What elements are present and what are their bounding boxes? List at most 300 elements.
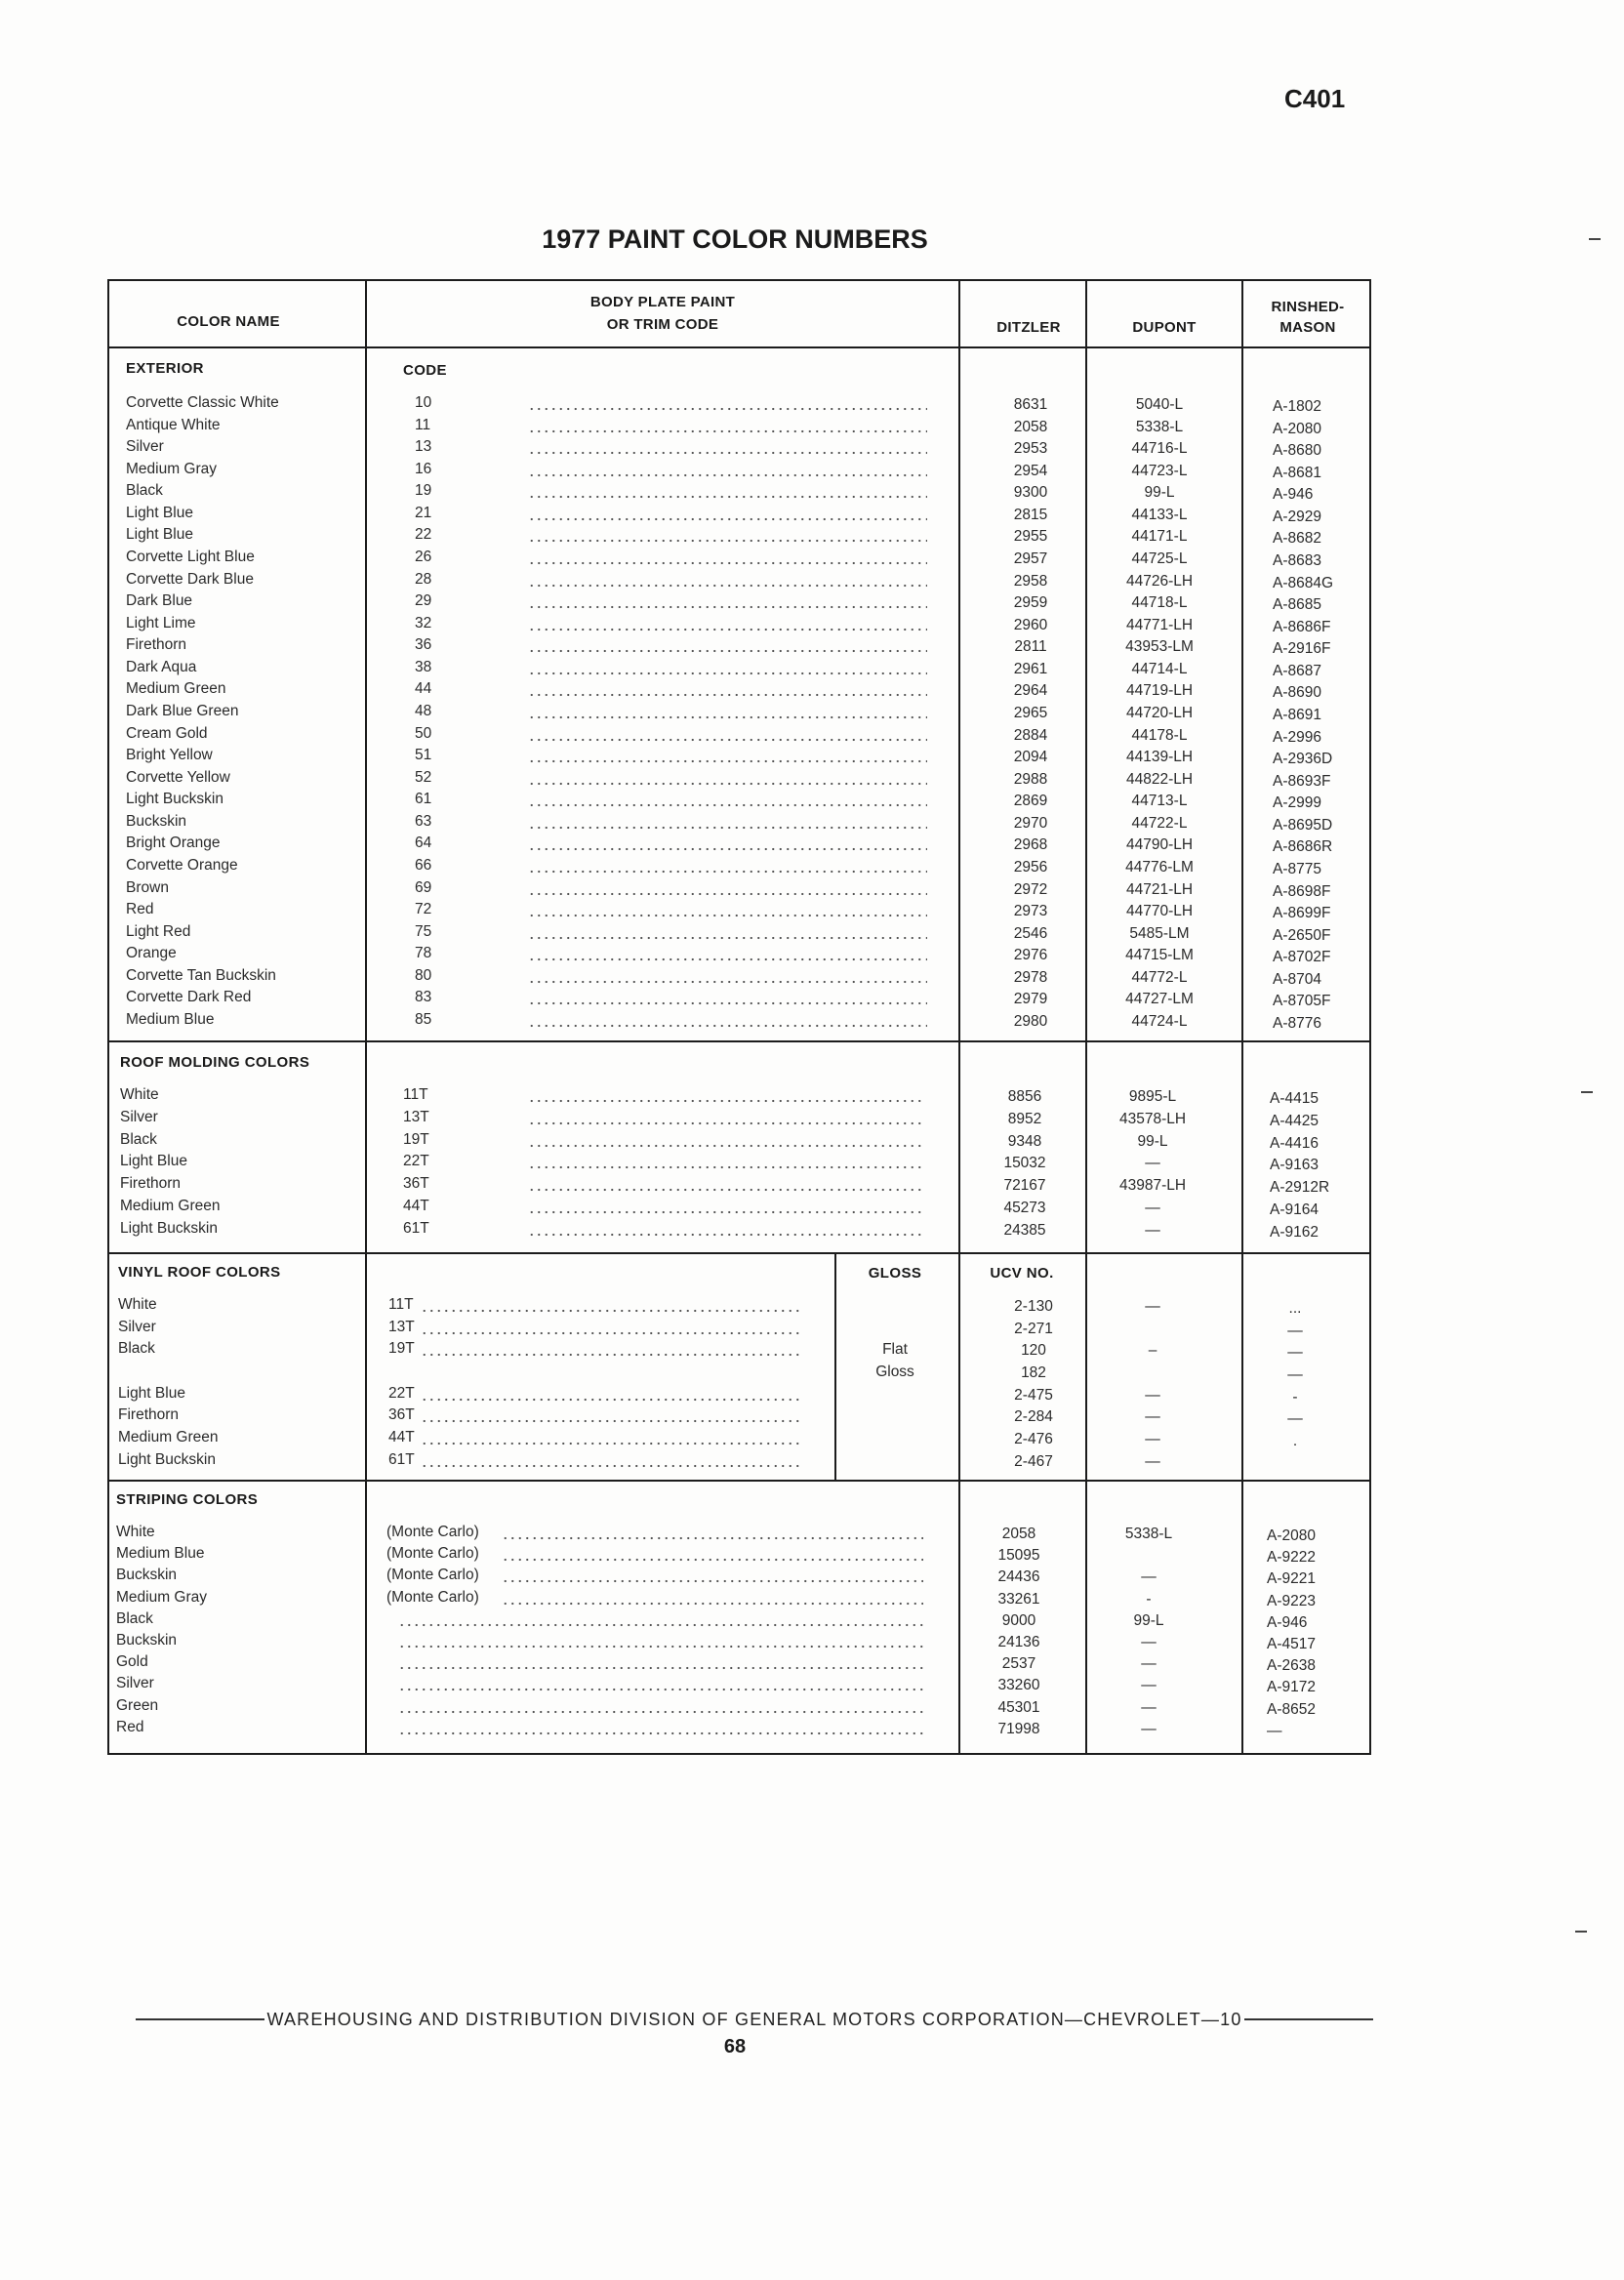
roof-molding-row [0, 1196, 1624, 1217]
exterior-row [0, 789, 1624, 810]
ditzler-number: 2959 [1013, 594, 1048, 612]
ditzler-number: 8631 [1013, 396, 1048, 413]
color-name: Light Lime [126, 614, 196, 631]
dupont-number: 5485-LM [1129, 924, 1190, 942]
rinshed-mason-number: A-9164 [1270, 1201, 1319, 1218]
rinshed-mason-number: A-2638 [1267, 1657, 1316, 1675]
exterior-row [0, 392, 1624, 414]
rinshed-mason-number: A-2936D [1273, 751, 1333, 768]
dot-leader [528, 480, 927, 502]
paint-code: 38 [415, 658, 432, 675]
dot-leader [528, 415, 927, 436]
dot-leader [528, 547, 927, 568]
ditzler-number: 2978 [1013, 968, 1048, 986]
color-name: Light Blue [118, 1384, 185, 1402]
header-rinshed-line2: MASON [1279, 319, 1336, 336]
rinshed-mason-number: A-2996 [1273, 728, 1321, 746]
dupont-number: 44719-LH [1125, 682, 1194, 700]
paint-code: 52 [415, 768, 432, 786]
rinshed-mason-number: A-4415 [1270, 1090, 1319, 1107]
dot-leader [528, 745, 927, 766]
section-heading-vinyl-roof: VINYL ROOF COLORS [118, 1264, 281, 1281]
color-name: Medium Green [118, 1428, 219, 1445]
rinshed-mason-number: A-8699F [1273, 905, 1331, 922]
ditzler-number: 2961 [1013, 660, 1048, 677]
ditzler-number: 72167 [1003, 1177, 1046, 1195]
rinshed-mason-number: A-9222 [1267, 1549, 1316, 1567]
code-heading: CODE [403, 362, 447, 379]
margin-mark [1581, 1091, 1593, 1093]
rinshed-mason-number: A-9223 [1267, 1592, 1316, 1609]
page-footer [136, 2008, 1373, 2031]
exterior-row [0, 657, 1624, 678]
paint-code: 69 [415, 878, 432, 896]
ditzler-number: 45301 [997, 1698, 1040, 1716]
paint-code: (Monte Carlo) [386, 1545, 479, 1563]
color-name: Corvette Tan Buckskin [126, 966, 276, 984]
dot-leader [528, 1084, 923, 1106]
ditzler-number: 2094 [1013, 749, 1048, 766]
color-name: Black [120, 1130, 157, 1148]
dot-leader [398, 1651, 923, 1673]
paint-code: 22T [388, 1384, 415, 1402]
dot-leader [528, 943, 927, 964]
paint-code: 61T [388, 1450, 415, 1468]
rinshed-mason-number: A-8680 [1273, 442, 1321, 460]
ditzler-number: 2811 [1014, 638, 1047, 656]
paint-code: 13T [388, 1318, 415, 1335]
color-name: Red [116, 1718, 144, 1735]
paint-code: 61T [403, 1219, 429, 1237]
dot-leader [528, 392, 927, 414]
ucv-number: 2-476 [1014, 1430, 1053, 1447]
color-name: White [120, 1086, 159, 1103]
dot-leader [528, 1218, 923, 1240]
ucv-number: 2-271 [1014, 1320, 1053, 1337]
dupont-number: 44715-LM [1125, 947, 1194, 964]
exterior-row [0, 811, 1624, 833]
dot-leader [528, 569, 927, 590]
rinshed-mason-number: A-8681 [1273, 464, 1321, 481]
header-body-plate-line1: BODY PLATE PAINT [589, 294, 736, 310]
dot-leader [528, 459, 927, 480]
color-name: Light Blue [120, 1153, 187, 1170]
striping-row [0, 1717, 1624, 1738]
paint-code: 63 [415, 812, 432, 830]
rinshed-mason-number: A-8682 [1273, 530, 1321, 548]
roof-molding-row [0, 1218, 1624, 1240]
color-name: Medium Green [126, 680, 226, 698]
dupont-number: 9895-L [1128, 1088, 1177, 1105]
exterior-row [0, 569, 1624, 590]
dupont-number: — [1141, 1634, 1157, 1650]
dot-leader [502, 1522, 923, 1543]
exterior-row [0, 613, 1624, 634]
rinshed-mason-number: A-8690 [1273, 684, 1321, 702]
paint-code: 44T [403, 1198, 429, 1214]
ditzler-number: 2956 [1013, 859, 1048, 875]
ditzler-number: 2970 [1013, 814, 1048, 832]
rinshed-mason-number: A-2080 [1267, 1527, 1316, 1544]
color-name: Green [116, 1696, 159, 1714]
exterior-row [0, 436, 1624, 458]
dupont-number: 44721-LH [1125, 880, 1194, 898]
dot-leader [528, 503, 927, 524]
exterior-row [0, 943, 1624, 964]
ditzler-number: 15095 [997, 1547, 1040, 1565]
paint-code: 44 [415, 680, 432, 698]
color-name: Medium Blue [116, 1545, 205, 1563]
rinshed-mason-number: A-8705F [1273, 993, 1331, 1010]
color-name: Black [116, 1609, 153, 1627]
paint-code: 19 [415, 482, 432, 500]
dot-leader [528, 1009, 927, 1031]
ditzler-number: 2815 [1013, 506, 1048, 523]
dupont-number: 44139-LH [1125, 749, 1194, 766]
ucv-number: 2-475 [1014, 1386, 1053, 1404]
color-name: Medium Blue [126, 1011, 215, 1028]
color-name: Black [126, 482, 163, 500]
rinshed-mason-number: A-946 [1273, 486, 1314, 504]
color-name: Buckskin [116, 1567, 178, 1584]
rinshed-mason-number: A-8698F [1273, 882, 1331, 900]
dot-leader [528, 436, 927, 458]
dot-leader [421, 1317, 801, 1338]
rinshed-mason-number: A-9163 [1270, 1157, 1319, 1174]
dot-leader [528, 1129, 923, 1151]
color-name: White [116, 1524, 155, 1540]
paint-code: 22 [415, 526, 432, 544]
paint-code: 11T [403, 1086, 428, 1103]
paint-code: 36 [415, 636, 432, 654]
color-name: Antique White [126, 416, 221, 433]
ditzler-number: 24436 [997, 1568, 1040, 1586]
dot-leader [421, 1383, 801, 1405]
exterior-row [0, 678, 1624, 700]
dupont-number: — [1145, 1430, 1160, 1447]
color-name: Corvette Dark Blue [126, 570, 254, 588]
exterior-row [0, 590, 1624, 612]
dot-leader [528, 657, 927, 678]
color-name: Brown [126, 878, 169, 896]
paint-code: 32 [415, 614, 432, 631]
paint-code: 78 [415, 945, 432, 962]
ucv-number: 2-130 [1014, 1298, 1053, 1315]
paint-code: 22T [403, 1153, 429, 1170]
striping-row [0, 1522, 1624, 1543]
paint-code: 80 [415, 966, 432, 984]
dupont-number: 44776-LM [1125, 859, 1194, 875]
rinshed-mason-number: — [1287, 1322, 1303, 1339]
dot-leader [502, 1587, 923, 1608]
color-name: Corvette Yellow [126, 768, 230, 786]
dot-leader [398, 1630, 923, 1651]
exterior-row [0, 547, 1624, 568]
dupont-number: — [1145, 1408, 1160, 1426]
rinshed-mason-number: A-2999 [1273, 794, 1321, 812]
ditzler-number: 8952 [1007, 1110, 1042, 1127]
dupont-number: — [1145, 1155, 1160, 1172]
exterior-row [0, 1009, 1624, 1031]
vinyl-roof-row [0, 1294, 1624, 1316]
paint-code: 51 [415, 747, 432, 764]
color-name: Buckskin [126, 812, 187, 830]
dupont-number: 44723-L [1131, 462, 1188, 479]
roof-molding-row [0, 1151, 1624, 1172]
dot-leader [528, 1151, 923, 1172]
color-name: Medium Gray [116, 1588, 208, 1606]
ditzler-number: 24385 [1003, 1221, 1046, 1239]
vinyl-roof-row [0, 1361, 1624, 1382]
ditzler-number: 2960 [1013, 616, 1048, 633]
color-name: Red [126, 901, 154, 918]
rinshed-mason-number: A-4517 [1267, 1636, 1316, 1652]
color-name: Corvette Classic White [126, 394, 279, 411]
dupont-number: 43578-LH [1118, 1110, 1187, 1127]
rinshed-mason-number: . [1292, 1432, 1298, 1449]
ditzler-number: 2980 [1013, 1013, 1048, 1030]
rinshed-mason-number: A-8686R [1273, 838, 1333, 856]
ditzler-number: 2988 [1013, 770, 1048, 788]
exterior-row [0, 877, 1624, 899]
paint-code: 85 [415, 1011, 432, 1028]
paint-code: 16 [415, 460, 432, 477]
ditzler-number: 2973 [1013, 903, 1048, 920]
ditzler-number: 2058 [1001, 1526, 1036, 1542]
rinshed-mason-number: A-2080 [1273, 420, 1321, 437]
color-name: Dark Blue [126, 592, 193, 610]
rinshed-mason-number: — [1267, 1722, 1282, 1739]
header-body-plate-line2: OR TRIM CODE [606, 316, 719, 333]
rinshed-mason-number: A-8686F [1273, 618, 1331, 635]
striping-row [0, 1543, 1624, 1565]
dot-leader [528, 811, 927, 833]
dupont-number: 44790-LH [1125, 836, 1194, 854]
dot-leader [528, 767, 927, 789]
striping-row [0, 1565, 1624, 1586]
vinyl-roof-row [0, 1427, 1624, 1448]
ditzler-number: 2957 [1013, 550, 1048, 567]
rinshed-mason-number: A-2912R [1270, 1179, 1330, 1197]
dot-leader [528, 789, 927, 810]
rinshed-mason-number: A-8775 [1273, 861, 1321, 877]
paint-code: 19T [403, 1130, 429, 1148]
color-name: Orange [126, 945, 177, 962]
dupont-number: 44714-L [1131, 660, 1188, 677]
ditzler-number: 2953 [1013, 440, 1048, 458]
vinyl-roof-row [0, 1317, 1624, 1338]
dupont-number: – [1148, 1342, 1157, 1360]
dot-leader [398, 1608, 923, 1630]
ditzler-number: 2965 [1013, 705, 1048, 721]
exterior-row [0, 833, 1624, 854]
color-name: Black [118, 1340, 155, 1358]
color-name: Corvette Dark Red [126, 989, 252, 1006]
paint-code: 11T [388, 1296, 414, 1313]
dupont-number: 44171-L [1131, 528, 1188, 546]
paint-code: 11 [415, 416, 431, 433]
header-divider [107, 346, 1371, 348]
ditzler-number: 15032 [1003, 1155, 1046, 1172]
dot-leader [528, 899, 927, 920]
rinshed-mason-number: A-8704 [1273, 970, 1321, 988]
dupont-number: — [1145, 1221, 1160, 1239]
section-heading-exterior: EXTERIOR [126, 360, 204, 377]
dupont-number: — [1141, 1720, 1157, 1737]
dot-leader [528, 701, 927, 722]
dupont-number: — [1145, 1386, 1160, 1404]
ucv-number: 120 [1021, 1342, 1046, 1360]
exterior-row [0, 503, 1624, 524]
rinshed-mason-number: A-9162 [1270, 1223, 1319, 1241]
vinyl-roof-row [0, 1383, 1624, 1405]
color-name: Corvette Orange [126, 857, 238, 874]
dot-leader [398, 1673, 923, 1694]
rinshed-mason-number: A-8691 [1273, 707, 1321, 723]
rinshed-mason-number: A-8684G [1273, 574, 1334, 591]
exterior-row [0, 921, 1624, 943]
ucv-number: 2-467 [1014, 1452, 1053, 1470]
dupont-number: 5338-L [1124, 1526, 1173, 1542]
section-divider [107, 1252, 1371, 1254]
dupont-number: — [1141, 1677, 1157, 1694]
dupont-number: — [1145, 1298, 1160, 1315]
dupont-number: 44720-LH [1125, 705, 1194, 721]
rinshed-mason-number: - [1292, 1388, 1298, 1405]
dupont-number: — [1145, 1200, 1160, 1216]
color-name: Light Blue [126, 526, 193, 544]
exterior-row [0, 855, 1624, 876]
color-name: Light Blue [126, 504, 193, 521]
vinyl-roof-row [0, 1449, 1624, 1471]
ditzler-number: 33261 [997, 1590, 1040, 1608]
color-name: Silver [126, 438, 164, 456]
ditzler-number: 8856 [1007, 1088, 1042, 1105]
ditzler-number: 2546 [1013, 924, 1048, 942]
vinyl-roof-row [0, 1338, 1624, 1360]
rinshed-mason-number: A-9172 [1267, 1679, 1316, 1696]
dot-leader [528, 855, 927, 876]
dot-leader [502, 1565, 923, 1586]
paint-code: 19T [388, 1340, 415, 1358]
dupont-number: — [1141, 1698, 1157, 1716]
rinshed-mason-number: A-8683 [1273, 552, 1321, 569]
striping-row [0, 1673, 1624, 1694]
rinshed-mason-number: — [1287, 1344, 1303, 1362]
color-name: Buckskin [116, 1632, 178, 1649]
rinshed-mason-number: A-2929 [1273, 508, 1321, 525]
rinshed-mason-number: A-8702F [1273, 949, 1331, 966]
exterior-row [0, 524, 1624, 546]
roof-molding-row [0, 1129, 1624, 1151]
dupont-number: 44722-L [1131, 814, 1188, 832]
header-color-name: COLOR NAME [177, 313, 280, 330]
paint-code: 13 [415, 438, 432, 456]
dot-leader [421, 1294, 801, 1316]
color-name: Light Buckskin [126, 791, 223, 808]
color-name: Cream Gold [126, 724, 208, 742]
paint-code: (Monte Carlo) [386, 1524, 479, 1540]
color-name: Silver [116, 1675, 154, 1692]
color-name: Light Buckskin [118, 1450, 216, 1468]
paint-code: 10 [415, 394, 432, 411]
paint-code: (Monte Carlo) [386, 1588, 479, 1606]
footer-rule-left [136, 2018, 264, 2020]
roof-molding-row [0, 1107, 1624, 1128]
exterior-row [0, 899, 1624, 920]
dupont-number: 44822-LH [1125, 770, 1194, 788]
striping-row [0, 1587, 1624, 1608]
exterior-row [0, 459, 1624, 480]
dot-leader [421, 1338, 801, 1360]
dot-leader [528, 723, 927, 745]
ditzler-number: 2972 [1013, 880, 1048, 898]
dot-leader [528, 613, 927, 634]
ucv-number: 182 [1021, 1364, 1046, 1381]
paint-code: 44T [388, 1428, 415, 1445]
ditzler-number: 9000 [1001, 1611, 1036, 1629]
section-heading-roof-molding: ROOF MOLDING COLORS [120, 1054, 310, 1071]
exterior-row [0, 767, 1624, 789]
dot-leader [398, 1695, 923, 1717]
paint-code: 64 [415, 835, 432, 852]
exterior-row [0, 480, 1624, 502]
ditzler-number: 2058 [1013, 418, 1048, 435]
dupont-number: — [1145, 1452, 1160, 1470]
dot-leader [421, 1427, 801, 1448]
exterior-row [0, 415, 1624, 436]
ditzler-number: 24136 [997, 1634, 1040, 1650]
exterior-row [0, 987, 1624, 1008]
dot-leader [502, 1543, 923, 1565]
ditzler-number: 71998 [997, 1720, 1040, 1737]
dupont-number: 5040-L [1135, 396, 1184, 413]
ditzler-number: 2537 [1001, 1655, 1036, 1673]
dupont-number: 44726-LH [1125, 572, 1194, 590]
footer-text: WAREHOUSING AND DISTRIBUTION DIVISION OF GENERAL MOTORS CORPORATION—CHEVROLET—10 [266, 2009, 1242, 2029]
dupont-number: 44718-L [1131, 594, 1188, 612]
dot-leader [421, 1449, 801, 1471]
dupont-number: — [1141, 1568, 1157, 1586]
dot-leader [528, 877, 927, 899]
paint-code: 36T [388, 1406, 415, 1424]
striping-row [0, 1630, 1624, 1651]
paint-code: 21 [415, 504, 432, 521]
color-name: Silver [120, 1108, 158, 1125]
color-name: Firethorn [120, 1175, 182, 1193]
dupont-number: 44771-LH [1125, 616, 1194, 633]
dupont-number: 43953-LM [1125, 638, 1194, 656]
paint-code: 48 [415, 703, 432, 719]
header-ditzler: DITZLER [996, 319, 1061, 336]
roof-molding-row [0, 1173, 1624, 1195]
striping-row [0, 1695, 1624, 1717]
color-name: Firethorn [126, 636, 187, 654]
rinshed-mason-number: A-8695D [1273, 816, 1333, 834]
dot-leader [528, 590, 927, 612]
dupont-number: - [1146, 1590, 1152, 1608]
footer-rule-right [1244, 2018, 1373, 2020]
rinshed-mason-number: A-9221 [1267, 1570, 1316, 1588]
rinshed-mason-number: A-8685 [1273, 596, 1321, 614]
ditzler-number: 2964 [1013, 682, 1048, 700]
ditzler-number: 2955 [1013, 528, 1048, 546]
dot-leader [528, 921, 927, 943]
exterior-row [0, 965, 1624, 987]
page-code: C401 [1284, 84, 1346, 113]
rinshed-mason-number: A-2650F [1273, 926, 1331, 944]
paint-code: 26 [415, 549, 432, 565]
